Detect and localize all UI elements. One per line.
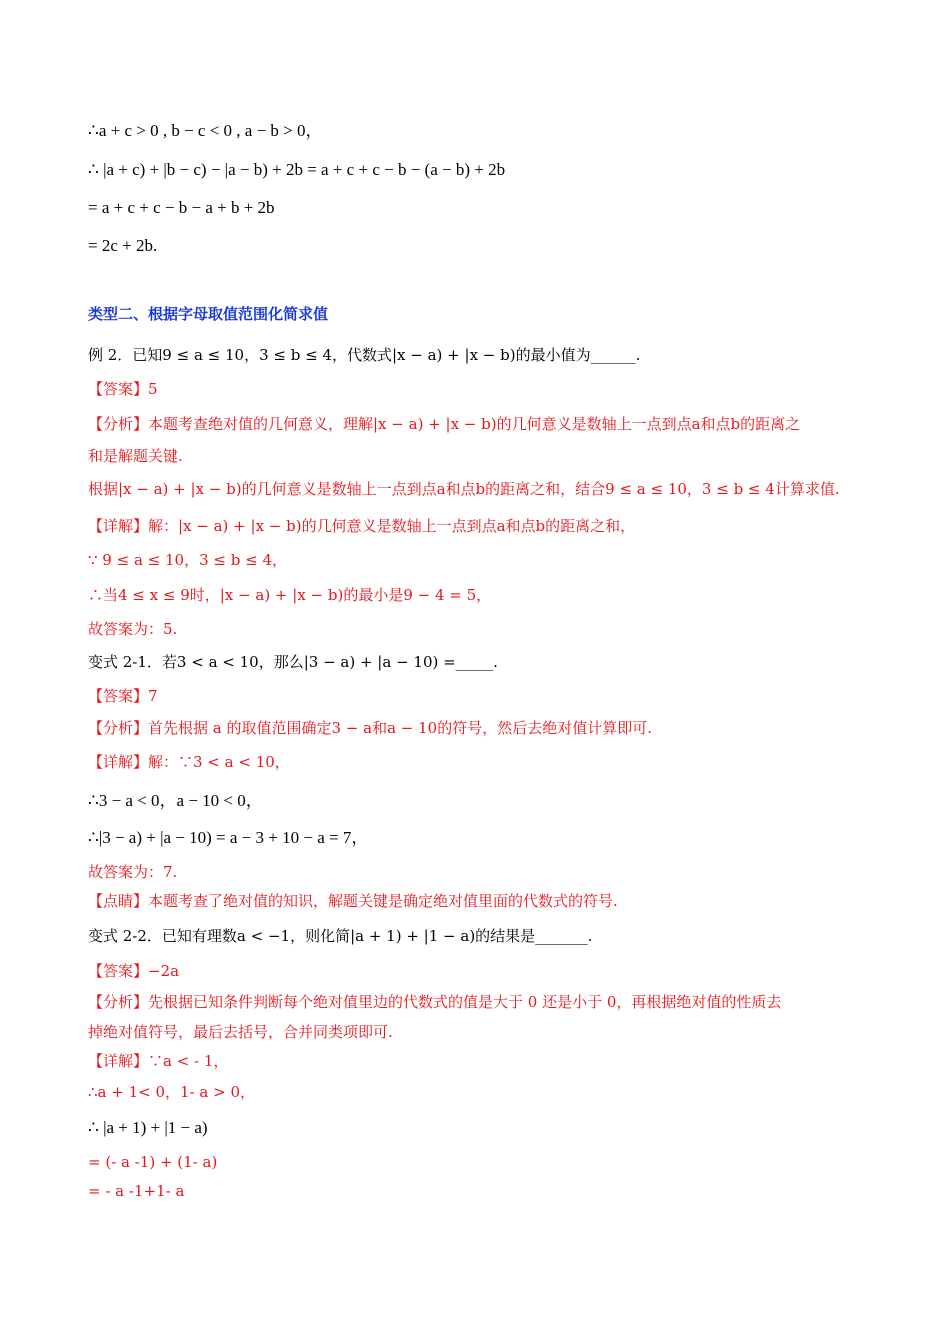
- section-heading: 类型二、根据字母取值范围化简求值: [88, 305, 329, 323]
- solution-line: ∴a + c > 0 , b − c < 0 , a − b > 0，: [88, 121, 323, 140]
- detail-text: 【详解】解：|x − a) + |x − b)的几何意义是数轴上一点到点a和点b的距离之和，: [88, 517, 636, 535]
- detail-text: 【详解】∵a < - 1，: [88, 1052, 229, 1070]
- detail-text: ∴|3 − a) + |a − 10) = a − 3 + 10 − a = 7，: [88, 828, 369, 847]
- analysis-text: 【分析】首先根据 a 的取值范围确定3 − a和a − 10的符号，然后去绝对值计算即可.: [88, 719, 652, 737]
- solution-line: = 2c + 2b.: [88, 236, 158, 255]
- answer-label: 【答案】5: [88, 380, 158, 398]
- detail-text: = (- a -1) + (1- a): [88, 1153, 218, 1171]
- detail-text: ∴ |a + 1) + |1 − a): [88, 1118, 208, 1137]
- analysis-text: 根据|x − a) + |x − b)的几何意义是数轴上一点到点a和点b的距离之和，结合9 ≤ a ≤ 10，3 ≤ b ≤ 4计算求值.: [88, 480, 840, 498]
- detail-text: ∴当4 ≤ x ≤ 9时，|x − a) + |x − b)的最小是9 − 4 = 5，: [88, 586, 492, 604]
- question-text: 变式 2-1．若3 < a < 10，那么|3 − a) + |a − 10) =_____.: [88, 653, 498, 671]
- detail-text: = - a -1+1- a: [88, 1182, 185, 1200]
- question-text: 例 2．已知9 ≤ a ≤ 10，3 ≤ b ≤ 4，代数式|x − a) + |x − b)的最小值为______.: [88, 346, 641, 364]
- analysis-text: 掉绝对值符号，最后去括号，合并同类项即可.: [88, 1023, 393, 1041]
- analysis-text: 【分析】本题考查绝对值的几何意义，理解|x − a) + |x − b)的几何意义是数轴上一点到点a和点b的距离之: [88, 415, 801, 433]
- detail-text: 故答案为：7.: [88, 863, 178, 881]
- remark-text: 【点睛】本题考查了绝对值的知识，解题关键是确定绝对值里面的代数式的符号.: [88, 892, 618, 910]
- analysis-text: 【分析】先根据已知条件判断每个绝对值里边的代数式的值是大于 0 还是小于 0，再根据绝对值的性质去: [88, 993, 782, 1011]
- solution-line: = a + c + c − b − a + b + 2b: [88, 198, 275, 217]
- answer-label: 【答案】−2a: [88, 962, 180, 980]
- detail-text: ∴a + 1< 0，1- a > 0，: [88, 1083, 255, 1101]
- detail-text: ∵ 9 ≤ a ≤ 10，3 ≤ b ≤ 4，: [88, 551, 287, 569]
- question-text: 变式 2-2．已知有理数a < −1，则化简|a + 1) + |1 − a)的结果是_______.: [88, 927, 593, 945]
- detail-text: ∴3 − a < 0，a − 10 < 0，: [88, 791, 263, 810]
- solution-line: ∴ |a + c) + |b − c) − |a − b) + 2b = a + c + c − b − (a − b) + 2b: [88, 160, 506, 179]
- answer-label: 【答案】7: [88, 687, 158, 705]
- detail-text: 故答案为：5.: [88, 620, 178, 638]
- detail-text: 【详解】解：∵3 < a < 10，: [88, 753, 290, 771]
- analysis-text: 和是解题关键.: [88, 447, 183, 465]
